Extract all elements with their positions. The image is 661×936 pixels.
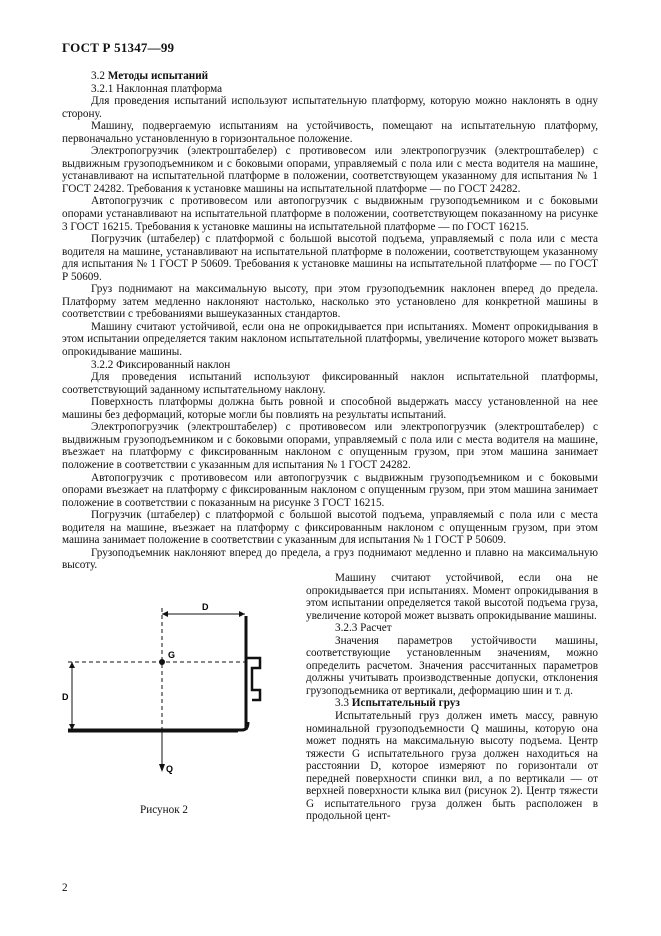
main-text	[62, 70, 598, 572]
fork-tine	[68, 722, 248, 730]
page-number: 2	[62, 882, 68, 894]
label-d-side: D	[62, 692, 69, 702]
section-heading	[62, 70, 598, 83]
fork-diagram	[62, 590, 292, 830]
subsection-heading: 3.2.1 Наклонная платформа	[91, 82, 223, 95]
subsection-heading: 3.2.2 Фиксированный наклон	[91, 358, 231, 371]
paragraph: Электропогрузчик (электроштабелер) с противовесом или электропогрузчик (электроштабелер) с выдвижным грузоподъемником и с боковыми опорами, управляемый с пола или с места водителя на машине, въезжает на платформу с фиксированным наклоном с опущенным грузом, при этом машина занимает положение в соответствии с указанным для испытания № 1 ГОСТ 24282.	[62, 421, 598, 471]
figure-2	[62, 590, 292, 830]
subsection-heading: 3.2.3 Расчет	[335, 622, 392, 635]
paragraph: Машину считают устойчивой, если она не опрокидывается при испытаниях. Момент опрокидывания в этом испытании определяется такой высотой подъема груза, увеличение которой может вызвать опрокидывание машины.	[306, 572, 598, 622]
paragraph: Грузоподъемник наклоняют вперед до предела, а груз поднимают медленно и плавно на максимальную высоту.	[62, 546, 598, 572]
paragraph: Машину считают устойчивой, если она не опрокидывается при испытаниях. Момент опрокидывания в этом испытании определяется таким наклоном испытательной платформы, увеличение которого может вызвать опрокидывание машины.	[62, 320, 598, 359]
section-number: 3.3	[335, 697, 349, 710]
figure-caption: Рисунок 2	[140, 804, 189, 816]
paragraph: Автопогрузчик с противовесом или автопогрузчик с выдвижным грузоподъемником и с боковыми опорами въезжает на платформу с фиксированным наклоном с опущенным грузом, при этом машина занимает положение в соответствии с показанным на рисунке 3 ГОСТ 16215.	[62, 471, 598, 509]
label-g: G	[168, 650, 176, 660]
paragraph: Груз поднимают на максимальную высоту, при этом грузоподъемник наклонен вперед до предела. Платформу затем медленно наклоняют настолько, насколько это установлено для конкретной машины в соответствии с требованиями вышеуказанных стандартов.	[62, 283, 598, 321]
carriage-profile	[246, 658, 260, 700]
label-d-top: D	[202, 602, 209, 612]
paragraph: Погрузчик (штабелер) с платформой с большой высотой подъема, управляемый с пола или с места водителя на машине, устанавливают на испытательной платформе в положении, соответствующем указанному для испытания № 1 ГОСТ Р 50609. Требования к установке машины на испытательной платформе — по ГОСТ Р 50609.	[62, 233, 598, 283]
paragraph: Автопогрузчик с противовесом или автопогрузчик с выдвижным грузоподъемником и с боковыми опорами устанавливают на испытательной платформе в положении, соответствующем показанному на рисунке 3 ГОСТ 16215. Требования к установке машины на испытательной платформе — по ГОСТ 16215.	[62, 195, 598, 233]
paragraph: Поверхность платформы должна быть ровной и способной выдержать массу установленной на нее машины без деформаций, которые могли бы повлиять на результаты испытаний.	[62, 396, 598, 421]
right-column-text	[306, 572, 598, 823]
standard-title: ГОСТ Р 51347—99	[62, 40, 175, 55]
paragraph: Значения параметров устойчивости машины, соответствующие установленным значениям, можно определить расчетом. Значения рассчитанных параметров должны учитывать производственные допуски, отклонения грузоподъемника от вертикали, деформацию шин и т. д.	[306, 634, 598, 697]
paragraph: Погрузчик (штабелер) с платформой с большой высотой подъема, управляемый с пола или с места водителя на машине, въезжает на платформу с фиксированным наклоном с опущенным грузом, при этом машина занимает положение в соответствии с указанным для испытания № 1 ГОСТ Р 50609.	[62, 509, 598, 547]
label-q: Q	[166, 764, 174, 774]
paragraph: Испытательный груз должен иметь массу, равную номинальной грузоподъемности Q машины, которую она может поднять на максимальную высоту подъема. Центр тяжести G испытательного груза должен находиться на расстоянии D, которое измеряют по горизонтали от передней поверхности спинки вил, а по вертикали — от верхней поверхности клыка вил (рисунок 2). Центр тяжести G испытательного груза должен быть расположен в продольной цент-	[306, 710, 598, 823]
paragraph: Для проведения испытаний используют испытательную платформу, которую можно наклонять в одну сторону.	[62, 95, 598, 120]
paragraph: Для проведения испытаний используют фиксированный наклон испытательной платформы, соответствующий заданному испытательному наклону.	[62, 371, 598, 396]
section-title: Методы испытаний	[107, 70, 209, 82]
paragraph: Машину, подвергаемую испытаниям на устойчивость, помещают на испытательную платформу, первоначально установленную в горизонтальное положение.	[62, 120, 598, 145]
paragraph: Электропогрузчик (электроштабелер) с противовесом или электропогрузчик (электроштабелер) с выдвижным грузоподъемником и с боковыми опорами, управляемый с пола или с места водителя на машине, устанавливают на испытательной платформе в положении, соответствующем указанному для испытания № 1 ГОСТ 24282. Требования к установке машины на испытательной платформе — по ГОСТ 24282.	[62, 145, 598, 195]
section-heading	[306, 697, 598, 710]
section-number: 3.2	[91, 70, 105, 82]
section-title: Испытательный груз	[351, 697, 460, 710]
